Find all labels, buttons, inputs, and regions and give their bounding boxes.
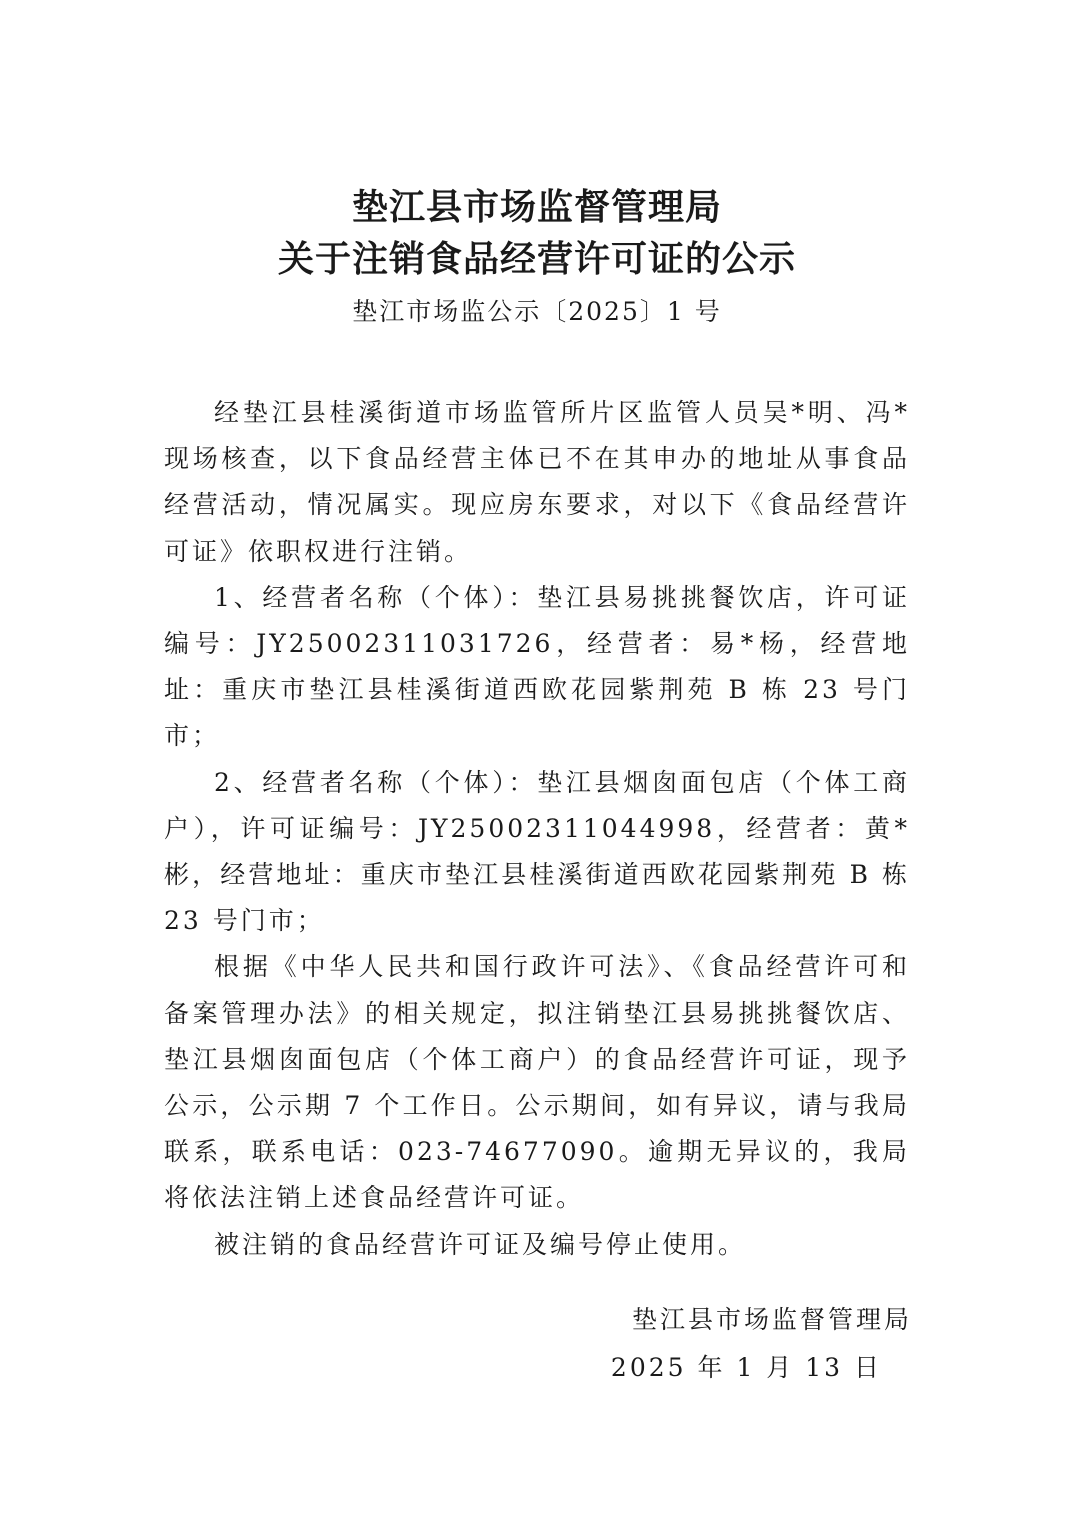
document-title-line-1: 垫江县市场监督管理局 [351, 187, 722, 228]
document-title-line-2: 关于注销食品经营许可证的公示 [277, 239, 796, 280]
body-paragraph-basis: 根据《中华人民共和国行政许可法》、《食品经营许可和备案管理办法》的相关规定，拟注销垫江县易挑挑餐饮店、垫江县烟囱面包店（个体工商户）的食品经营许可证，现予公示，公示期 7 个工作日。公示期间，如有异议，请与我局联系，联系电话：023-74677090。逾期无异议的，我局将依法注销上述食品经营许可证。 [164, 952, 910, 1213]
signature-block [611, 1296, 912, 1392]
document-number: 垫江市场监公示〔2025〕1 号 [352, 297, 722, 326]
body-paragraph-item-1: 1、经营者名称（个体）：垫江县易挑挑餐饮店，许可证编号：JY25002311031726，经营者：易*杨，经营地址：重庆市垫江县桂溪街道西欧花园紫荆苑 B 栋 23 号门市； [164, 582, 910, 751]
body-paragraph-closing: 被注销的食品经营许可证及编号停止使用。 [214, 1229, 747, 1259]
signature-date: 2025 年 1 月 13 日 [610, 1353, 882, 1382]
signature-organization: 垫江县市场监督管理局 [631, 1305, 912, 1334]
body-paragraph-item-2: 2、经营者名称（个体）：垫江县烟囱面包店（个体工商户），许可证编号：JY25002311044998，经营者：黄*彬，经营地址：重庆市垫江县桂溪街道西欧花园紫荆苑 B 栋 23 号门市； [164, 767, 910, 936]
body-paragraph-intro: 经垫江县桂溪街道市场监管所片区监管人员吴*明、冯*现场核查，以下食品经营主体已不在其申办的地址从事食品经营活动，情况属实。现应房东要求，对以下《食品经营许可证》依职权进行注销。 [164, 398, 910, 566]
document-body [164, 390, 910, 1268]
